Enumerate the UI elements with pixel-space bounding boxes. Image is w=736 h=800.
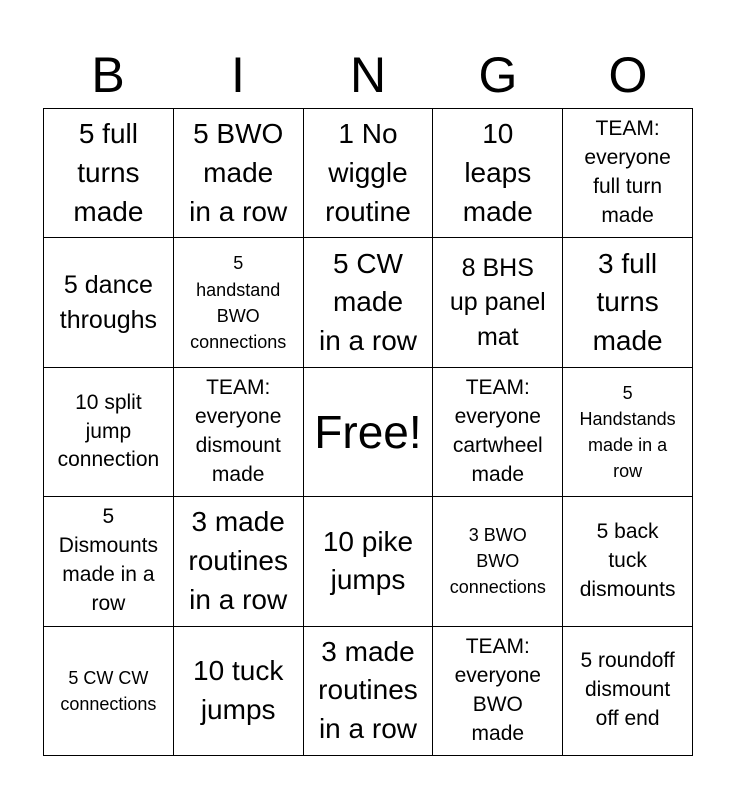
header-letter-o: O (608, 47, 648, 103)
bingo-header (43, 42, 693, 108)
bingo-cell[interactable]: 5 CW made in a row (304, 238, 434, 367)
bingo-cell[interactable]: 1 No wiggle routine (304, 109, 434, 238)
bingo-cell[interactable]: TEAM: everyone BWO made (433, 627, 563, 756)
bingo-cell[interactable]: 8 BHS up panel mat (433, 238, 563, 367)
bingo-cell[interactable]: TEAM: everyone cartwheel made (433, 368, 563, 497)
bingo-cell[interactable]: 5 dance throughs (44, 238, 174, 367)
bingo-cell-free[interactable]: Free! (304, 368, 434, 497)
bingo-cell[interactable]: 5 CW CW connections (44, 627, 174, 756)
bingo-cell[interactable]: TEAM: everyone full turn made (563, 109, 693, 238)
bingo-cell[interactable]: 10 tuck jumps (174, 627, 304, 756)
bingo-cell[interactable]: 3 full turns made (563, 238, 693, 367)
bingo-cell[interactable]: 5 roundoff dismount off end (563, 627, 693, 756)
bingo-cell[interactable]: 10 pike jumps (304, 497, 434, 626)
bingo-cell[interactable]: 3 made routines in a row (174, 497, 304, 626)
bingo-cell[interactable]: 5 Dismounts made in a row (44, 497, 174, 626)
header-letter-n: N (349, 47, 387, 103)
bingo-cell[interactable]: 5 BWO made in a row (174, 109, 304, 238)
bingo-cell[interactable]: TEAM: everyone dismount made (174, 368, 304, 497)
bingo-cell[interactable]: 5 Handstands made in a row (563, 368, 693, 497)
header-letter-g: G (478, 47, 518, 103)
bingo-cell[interactable]: 10 leaps made (433, 109, 563, 238)
bingo-cell[interactable]: 5 full turns made (44, 109, 174, 238)
header-letter-b: B (91, 47, 125, 103)
bingo-cell[interactable]: 5 back tuck dismounts (563, 497, 693, 626)
bingo-cell[interactable]: 10 split jump connection (44, 368, 174, 497)
bingo-cell[interactable]: 5 handstand BWO connections (174, 238, 304, 367)
bingo-cell[interactable]: 3 BWO BWO connections (433, 497, 563, 626)
header-letter-i: I (231, 47, 245, 103)
bingo-grid (43, 108, 693, 756)
bingo-cell[interactable]: 3 made routines in a row (304, 627, 434, 756)
